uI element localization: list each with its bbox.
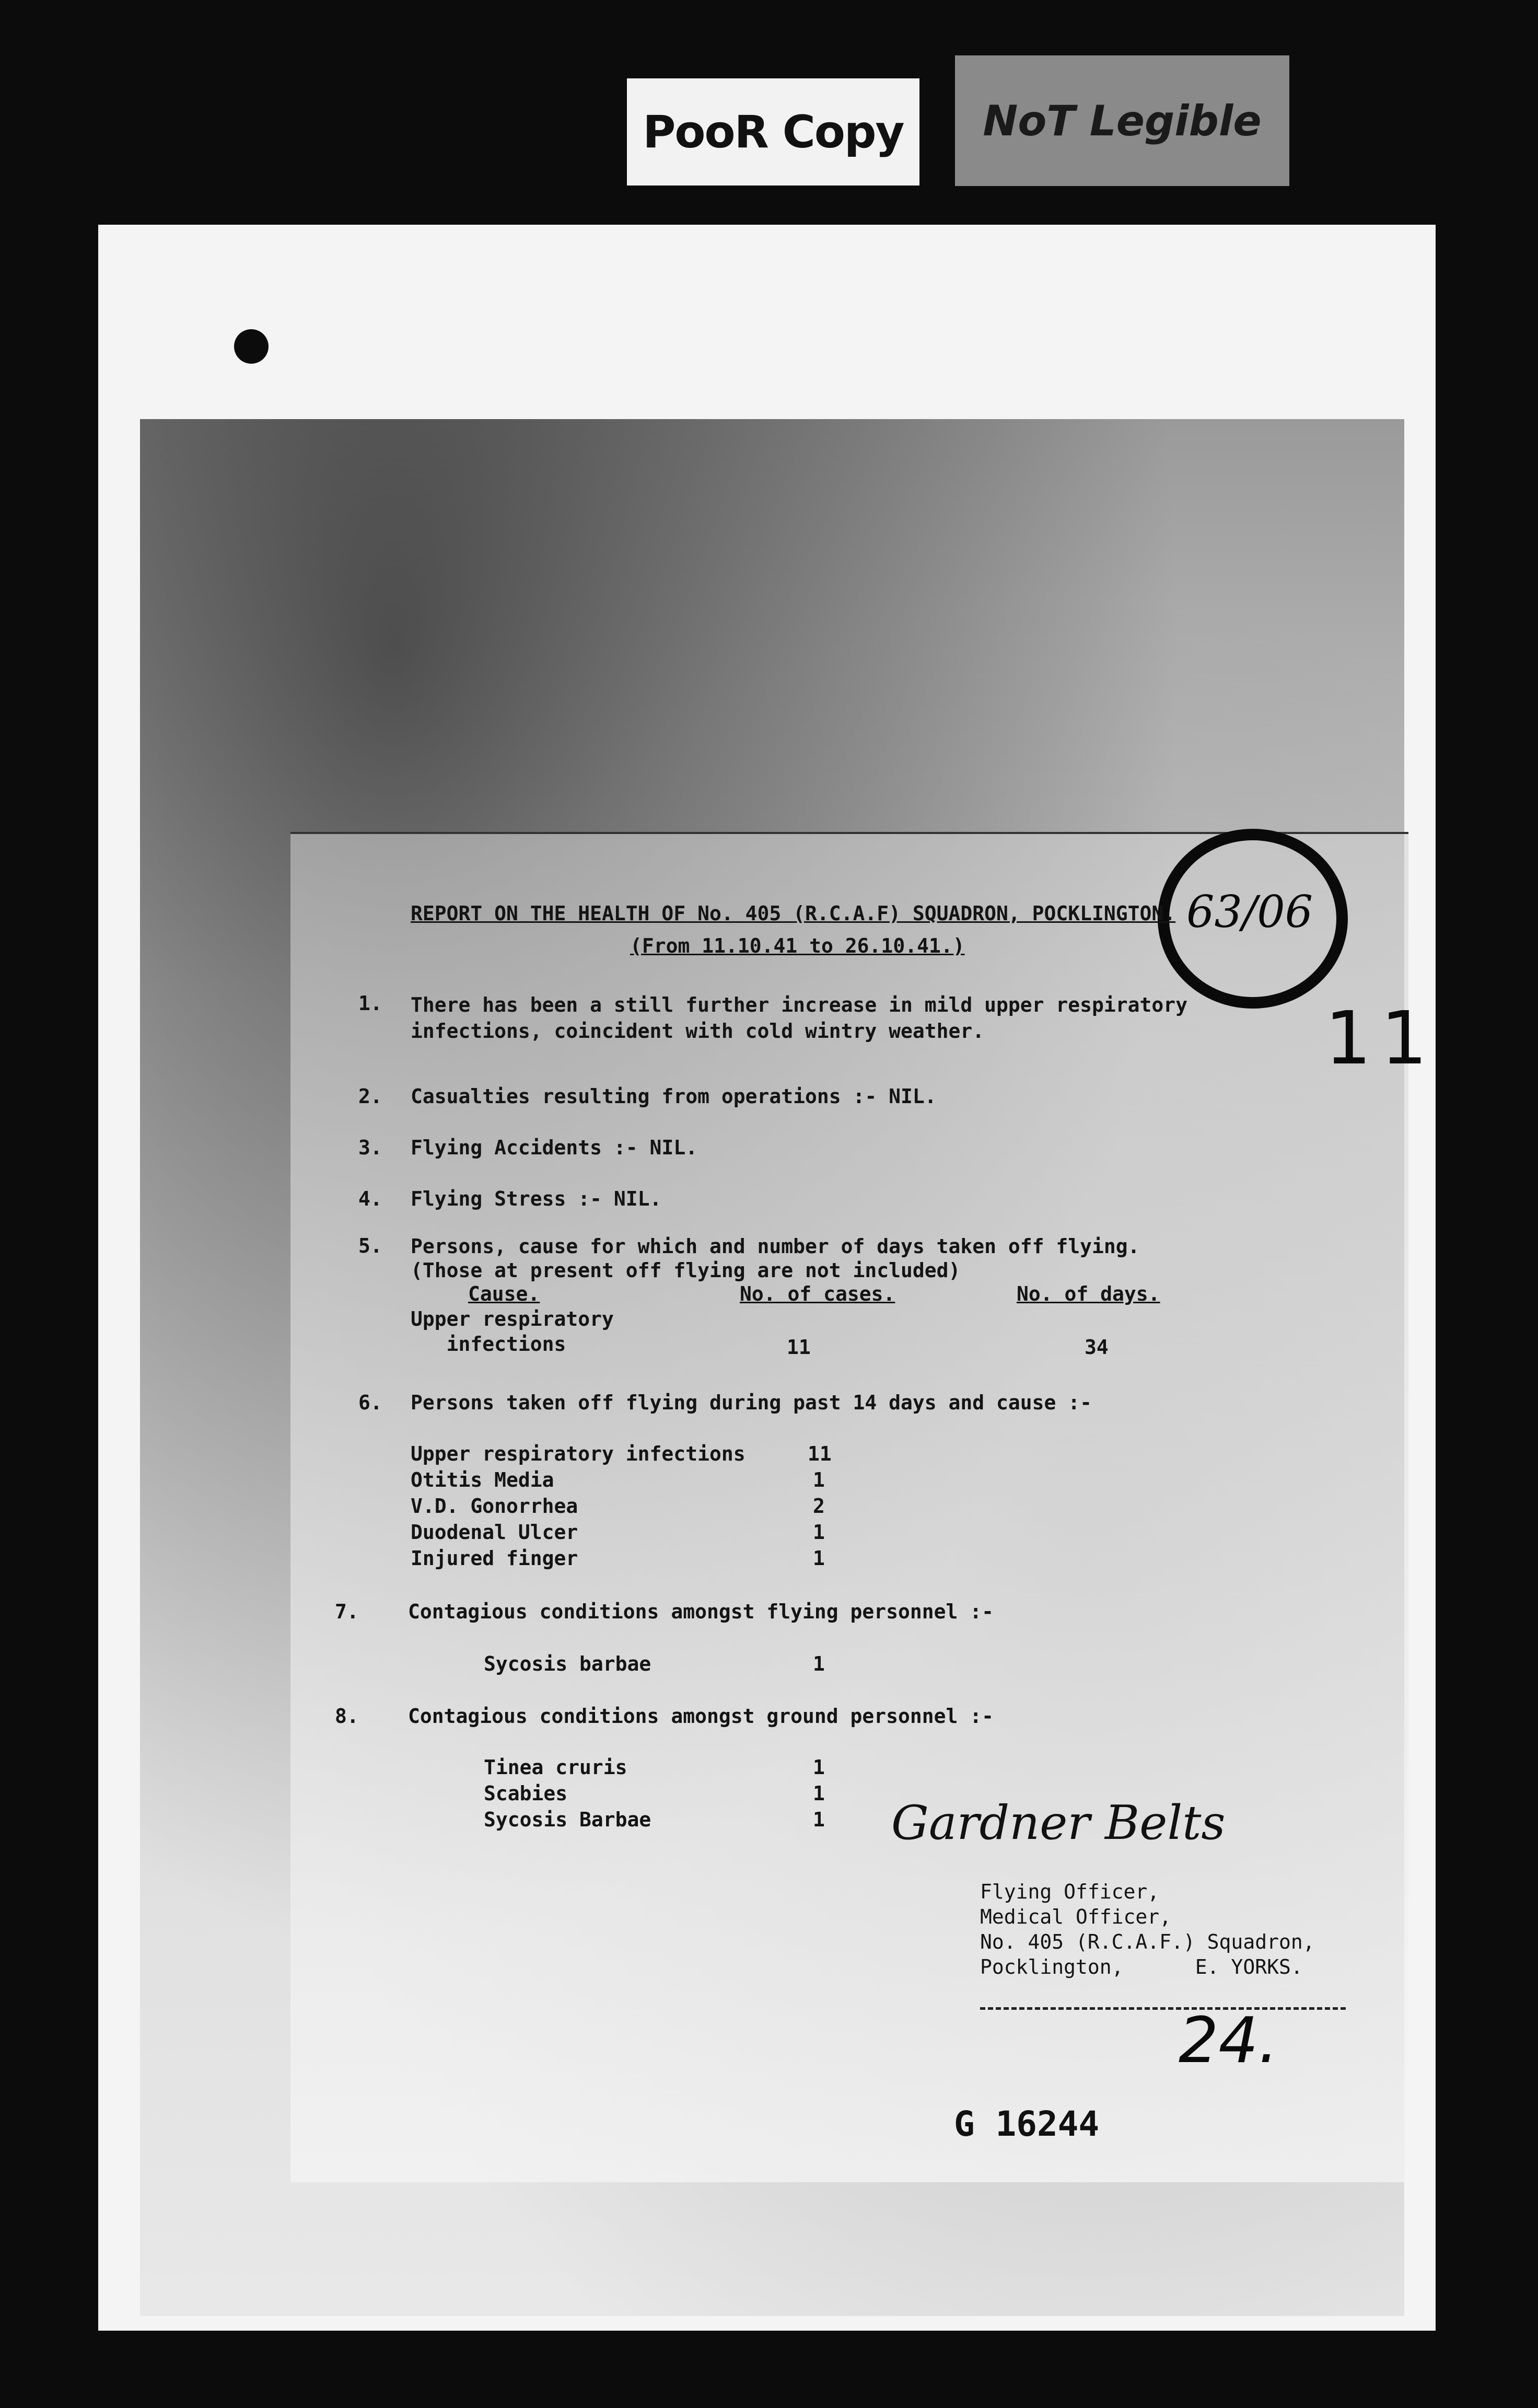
- list-item-cause: Duodenal Ulcer: [411, 1521, 578, 1544]
- list-item-cause: Scabies: [484, 1782, 568, 1805]
- poor-copy-label: PooR Copy: [627, 78, 919, 186]
- list-item-count: 1: [813, 1756, 825, 1779]
- punch-hole: [234, 329, 269, 364]
- table-cell-cause: Upper respiratory infections: [411, 1307, 614, 1356]
- item-text: Persons, cause for which and number of days taken off flying. (Those at present off flying are not included): [411, 1235, 1140, 1282]
- report-period: (From 11.10.41 to 26.10.41.): [630, 934, 965, 957]
- item-number: 8.: [335, 1705, 359, 1728]
- table-header-cause: Cause.: [468, 1282, 540, 1305]
- list-item-count: 2: [813, 1495, 825, 1518]
- handwritten-note: 24.: [1179, 2005, 1278, 2077]
- table-header-days: No. of days.: [1017, 1282, 1160, 1305]
- reference-number: G 16244: [954, 2104, 1100, 2144]
- table-cell-cases: 11: [787, 1336, 811, 1359]
- document-photo: [140, 419, 1437, 2316]
- report-title: REPORT ON THE HEALTH OF No. 405 (R.C.A.F) SQUADRON, POCKLINGTON.: [411, 902, 1176, 925]
- table-header-cases: No. of cases.: [740, 1282, 895, 1305]
- item-number: 7.: [335, 1600, 359, 1623]
- item-number: 6.: [358, 1391, 382, 1414]
- mount-frame: [98, 225, 1436, 2331]
- item-text: There has been a still further increase in mild upper respiratory infections, coincident with cold wintry weather.: [411, 993, 1188, 1043]
- list-item-count: 1: [813, 1652, 825, 1675]
- list-item-cause: Upper respiratory infections: [411, 1442, 745, 1465]
- handwritten-page-number: 11: [1325, 996, 1437, 1081]
- list-item-count: 1: [813, 1468, 825, 1491]
- signoff-divider: [980, 2007, 1346, 2010]
- list-item-count: 1: [813, 1521, 825, 1544]
- list-item-cause: Injured finger: [411, 1547, 578, 1570]
- item-text: Contagious conditions amongst ground personnel :-: [408, 1705, 994, 1728]
- item-text: Contagious conditions amongst flying personnel :-: [408, 1600, 994, 1623]
- file-stamp-text: 63/06: [1186, 886, 1313, 937]
- item-text: Flying Stress :- NIL.: [411, 1187, 662, 1210]
- not-legible-label: NoT Legible: [955, 55, 1289, 186]
- item-text: Casualties resulting from operations :- NIL.: [411, 1085, 937, 1108]
- list-item-count: 1: [813, 1782, 825, 1805]
- signature: Gardner Belts: [891, 1796, 1226, 1850]
- item-number: 3.: [358, 1136, 382, 1159]
- list-item-cause: Otitis Media: [411, 1468, 554, 1491]
- report-sheet: [290, 832, 1437, 2182]
- list-item-count: 1: [813, 1547, 825, 1570]
- item-number: 5.: [358, 1234, 382, 1257]
- list-item-count: 1: [813, 1808, 825, 1831]
- item-number: 4.: [358, 1187, 382, 1210]
- item-number: 1.: [358, 992, 382, 1015]
- item-text: Persons taken off flying during past 14 days and cause :-: [411, 1391, 1092, 1414]
- list-item-cause: V.D. Gonorrhea: [411, 1495, 578, 1518]
- list-item-count: 11: [808, 1442, 832, 1465]
- list-item-cause: Tinea cruris: [484, 1756, 627, 1779]
- list-item-cause: Sycosis Barbae: [484, 1808, 651, 1831]
- item-number: 2.: [358, 1085, 382, 1108]
- table-cell-days: 34: [1085, 1336, 1109, 1359]
- signoff-block: Flying Officer, Medical Officer, No. 405 (R.C.A.F.) Squadron, Pocklington, E. YORKS.: [980, 1880, 1315, 1978]
- list-item-cause: Sycosis barbae: [484, 1652, 651, 1675]
- item-text: Flying Accidents :- NIL.: [411, 1136, 698, 1159]
